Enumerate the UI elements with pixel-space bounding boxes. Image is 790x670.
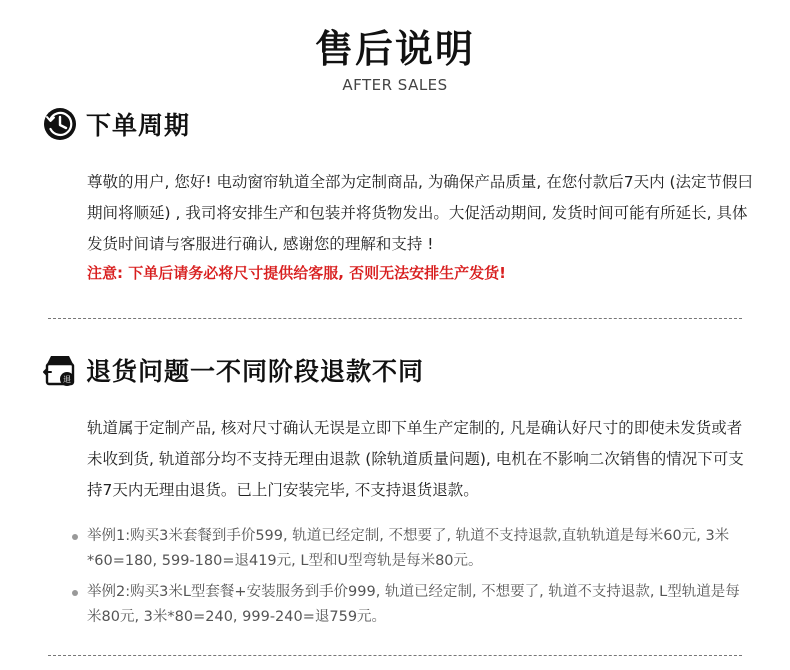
bullet-icon <box>72 590 78 596</box>
order-cycle-warning: 注意: 下单后请务必将尺寸提供给客服, 否则无法安排生产发货! <box>87 264 506 282</box>
return-badge-text: 退 <box>63 375 71 385</box>
example-text: 举例1:购买3米套餐到手价599, 轨道已经定制, 不想要了, 轨道不支持退款,直轨轨道是每米60元, 3米*60=180, 599-180=退419元, L型和U型弯轨是每米80元。 <box>87 528 730 569</box>
section-order-cycle-title: 下单周期 <box>86 111 191 140</box>
section-returns-header <box>42 352 424 388</box>
section-divider <box>48 655 742 656</box>
example-text: 举例2:购买3米L型套餐+安装服务到手价999, 轨道已经定制, 不想要了, 轨道不支持退款, L型轨道是每米80元, 3米*80=240, 999-240=退759元。 <box>87 584 740 625</box>
returns-text: 轨道属于定制产品, 核对尺寸确认无误是立即下单生产定制的, 凡是确认好尺寸的即使未发货或者未收到货, 轨道部分均不支持无理由退款 (除轨道质量问题), 电机在不影响二次销售的情况下可支持7天内无理由退货。已上门安装完毕, 不支持退货退款。 <box>87 419 744 499</box>
example-item <box>72 524 747 574</box>
bullet-icon <box>72 534 78 540</box>
section-order-cycle-header <box>42 106 190 142</box>
page-subtitle: AFTER SALES <box>342 76 448 94</box>
order-cycle-text: 尊敬的用户, 您好! 电动窗帘轨道全部为定制商品, 为确保产品质量, 在您付款后7天内 (法定节假曰期间将顺延) , 我司将安排生产和包装并将货物发出。大促活动期间, 发货时间可能有所延长, 具体发货时间请与客服进行确认, 感谢您的理解和支持 ! <box>87 173 754 253</box>
section-returns-title: 退货问题一不同阶段退款不同 <box>86 357 425 386</box>
section-divider <box>48 318 742 319</box>
clock-icon <box>42 106 78 142</box>
example-item <box>72 580 747 630</box>
page-title: 售后说明 <box>314 27 475 71</box>
return-box-icon <box>42 352 78 388</box>
